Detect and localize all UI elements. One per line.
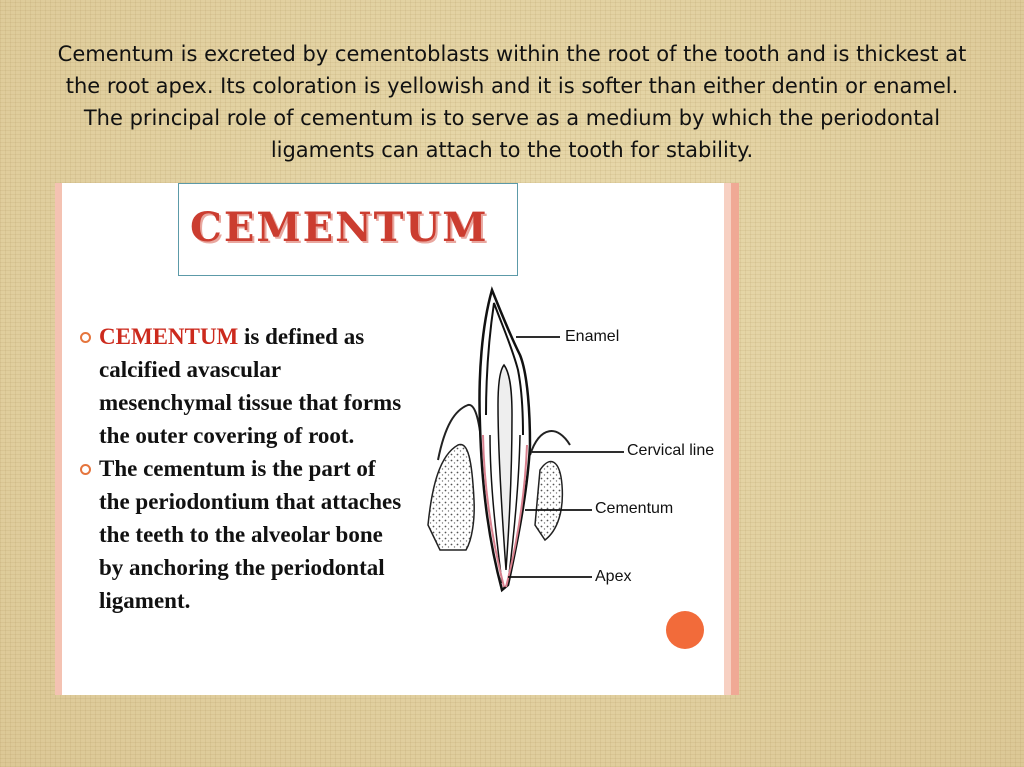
caption-text [8,38,1016,166]
bullet-line: calcified avascular [99,357,282,382]
bullet-line: mesenchymal tissue that forms [99,390,402,415]
bullet-definition [80,320,430,452]
label-apex: Apex [595,568,632,585]
label-enamel: Enamel [565,328,620,345]
accent-dot [666,611,704,649]
bullet-marker-icon [80,464,91,475]
bullet-line: the outer covering of root. [99,423,355,448]
bullet-line: the periodontium that attaches [99,489,402,514]
caption-line: ligaments can attach to the tooth for stability. [270,138,754,162]
slide-right-stripe [724,183,731,695]
bullet-marker-icon [80,332,91,343]
alveolar-bone-right [535,462,562,540]
slide-bullets [80,320,430,617]
caption-line: The principal role of cementum is to serve as a medium by which the periodontal [83,106,941,130]
label-cervical-line: Cervical line [627,442,715,459]
alveolar-bone-left [428,444,474,550]
caption-line: Cementum is excreted by cementoblasts within the root of the tooth and is thickest at [57,42,967,66]
bullet-line: ligament. [99,588,191,613]
bullet-line: by anchoring the periodontal [99,555,385,580]
cementum-highlight: CEMENTUM [99,324,239,349]
bullet-line: the teeth to the alveolar bone [99,522,383,547]
label-cementum: Cementum [595,500,674,517]
bullet-function [80,452,430,617]
bullet-line [99,320,430,353]
bullet-line: The cementum is the part of [99,456,376,481]
caption-line: the root apex. Its coloration is yellowish and it is softer than either dentin or enamel. [65,74,959,98]
slide-right-stripe-dark [731,183,739,695]
slide-title: CEMENTUM [190,204,489,251]
bullet-line-rest: is defined as [238,324,365,349]
slide-left-stripe [55,183,62,695]
